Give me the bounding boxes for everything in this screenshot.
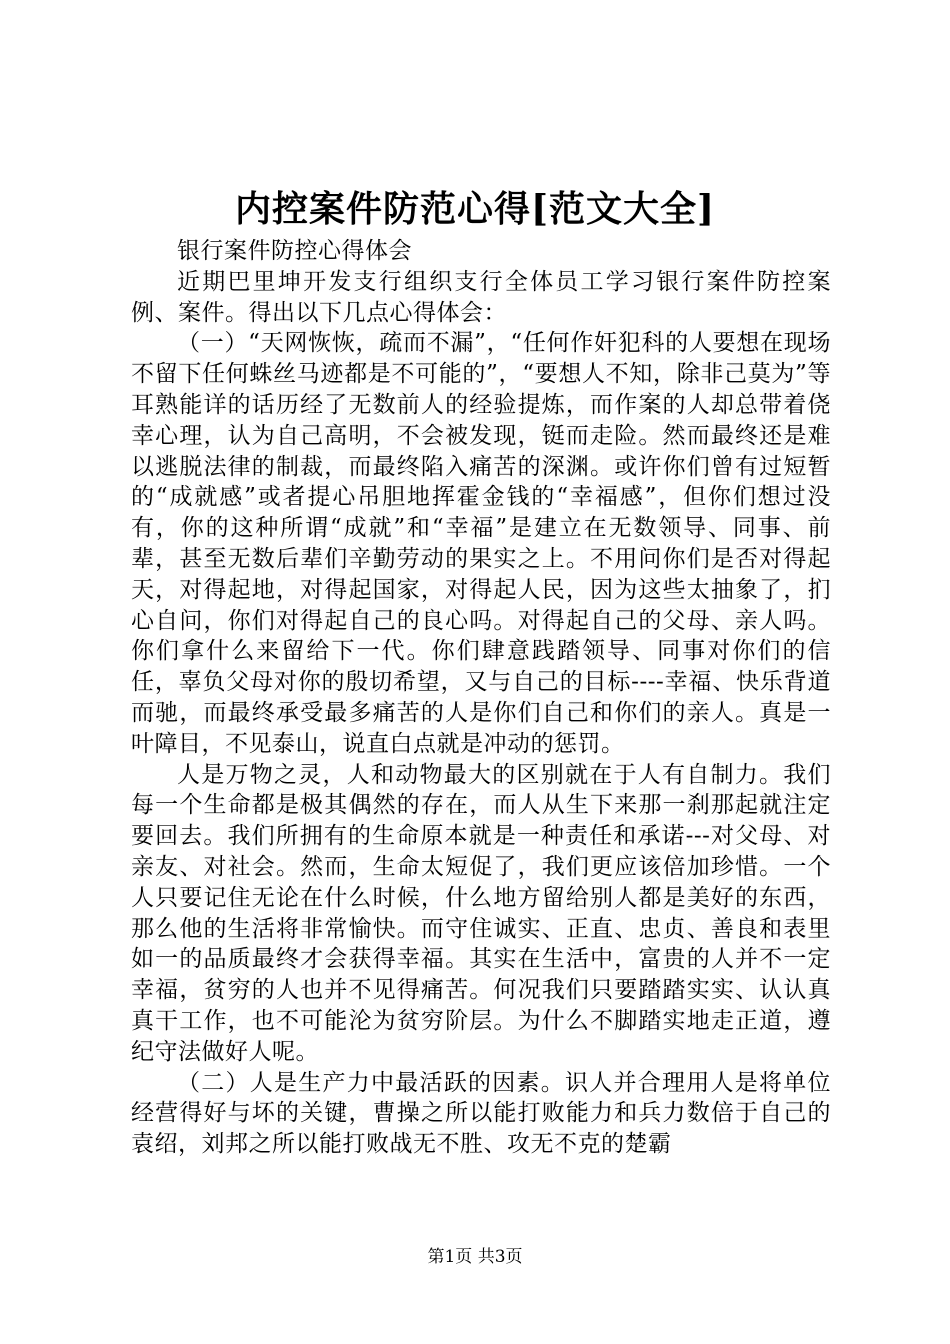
document-subtitle: 银行案件防控心得体会 <box>177 238 412 264</box>
document-body <box>131 236 831 1160</box>
page-number-footer: 第1页 共3页 <box>427 1247 523 1267</box>
paragraph-point-two: （二）人是生产力中最活跃的因素。识人并合理用人是将单位经营得好与坏的关键，曹操之所以能打败能力和兵力数倍于自己的袁绍，刘邦之所以能打败战无不胜、攻无不克的楚霸 <box>131 1069 831 1158</box>
document-title: 内控案件防范心得[范文大全] <box>234 188 716 230</box>
paragraph-intro: 近期巴里坤开发支行组织支行全体员工学习银行案件防控案例、案件。得出以下几点心得体会： <box>131 268 831 326</box>
paragraph-self-control: 人是万物之灵，人和动物最大的区别就在于人有自制力。我们每一个生命都是极其偶然的存在，而人从生下来那一刹那起就注定要回去。我们所拥有的生命原本就是一种责任和承诺---对父母、对亲友、对社会。然而，生命太短促了，我们更应该倍加珍惜。一个人只要记住无论在什么时候，什么地方留给别人都是美好的东西，那么他的生活将非常愉快。而守住诚实、正直、忠贞、善良和表里如一的品质最终才会获得幸福。其实在生活中，富贵的人并不一定幸福，贫穷的人也并不见得痛苦。何况我们只要踏踏实实、认认真真干工作，也不可能沦为贫穷阶层。为什么不脚踏实地走正道，遵纪守法做好人呢。 <box>131 761 831 1065</box>
paragraph-point-one: （一）“天网恢恢，疏而不漏”，“任何作奸犯科的人要想在现场不留下任何蛛丝马迹都是不可能的”，“要想人不知，除非己莫为”等耳熟能详的话历经了无数前人的经验提炼，而作案的人却总带着侥幸心理，认为自己高明，不会被发现，铤而走险。然而最终还是难以逃脱法律的制裁，而最终陷入痛苦的深渊。或许你们曾有过短暂的“成就感”或者提心吊胆地挥霍金钱的“幸福感”，但你们想过没有，你的这种所谓“成就”和“幸福”是建立在无数领导、同事、前辈，甚至无数后辈们辛勤劳动的果实之上。不用问你们是否对得起天，对得起地，对得起国家，对得起人民，因为这些太抽象了，扪心自问，你们对得起自己的良心吗。对得起自己的父母、亲人吗。你们拿什么来留给下一代。你们肆意践踏领导、同事对你们的信任，辜负父母对你的殷切希望，又与自己的目标----幸福、快乐背道而驰，而最终承受最多痛苦的人是你们自己和你们的亲人。真是一叶障目，不见泰山，说直白点就是冲动的惩罚。 <box>131 330 831 757</box>
